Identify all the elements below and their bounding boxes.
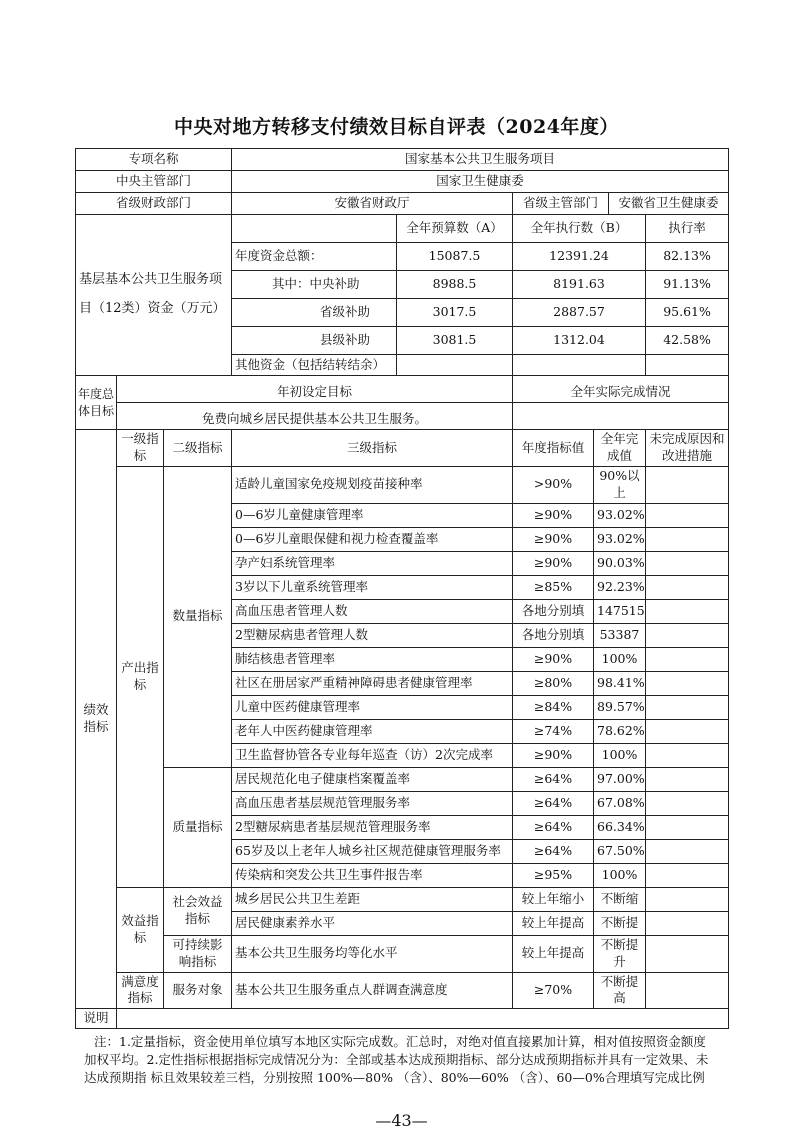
project-info-table bbox=[75, 148, 729, 376]
indicator-row bbox=[76, 467, 729, 504]
indicator-row bbox=[76, 767, 729, 791]
indicator-actual: 不断提升 bbox=[594, 935, 646, 972]
indicator-target: 较上年提高 bbox=[513, 911, 594, 935]
indicator-reason bbox=[646, 839, 729, 863]
level2-indicator: 质量指标 bbox=[164, 767, 232, 887]
indicator-actual: 147515 bbox=[594, 599, 646, 623]
indicator-target: ≥95% bbox=[513, 863, 594, 887]
indicator-reason bbox=[646, 575, 729, 599]
goals-content-row bbox=[76, 403, 729, 430]
indicator-target: ≥85% bbox=[513, 575, 594, 599]
indicator-name: 儿童中医药健康管理率 bbox=[232, 695, 513, 719]
funds-row-budget: 3081.5 bbox=[397, 327, 513, 355]
indicator-target: ≥84% bbox=[513, 695, 594, 719]
indicator-reason bbox=[646, 935, 729, 972]
indicator-actual: 不断提高 bbox=[594, 972, 646, 1009]
funds-row-name: 县级补助 bbox=[232, 327, 397, 355]
project-name-row bbox=[76, 149, 729, 171]
indicator-name: 老年人中医药健康管理率 bbox=[232, 719, 513, 743]
funds-row-budget: 3017.5 bbox=[397, 299, 513, 327]
indicator-target: 各地分别填 bbox=[513, 599, 594, 623]
central-dept-label: 中央主管部门 bbox=[76, 171, 232, 193]
funds-row-executed bbox=[513, 355, 646, 376]
indicator-row bbox=[76, 887, 729, 911]
indicator-reason bbox=[646, 972, 729, 1009]
goals-label: 年度总体目标 bbox=[76, 376, 117, 430]
funds-row-budget: 15087.5 bbox=[397, 243, 513, 271]
indicator-actual: 53387 bbox=[594, 623, 646, 647]
indicator-reason bbox=[646, 467, 729, 504]
indicator-name: 居民规范化电子健康档案覆盖率 bbox=[232, 767, 513, 791]
indicator-reason bbox=[646, 551, 729, 575]
indicator-reason bbox=[646, 647, 729, 671]
indicator-actual: 67.50% bbox=[594, 839, 646, 863]
funds-row-rate: 42.58% bbox=[646, 327, 729, 355]
funds-row-rate bbox=[646, 355, 729, 376]
indicator-name: 社区在册居家严重精神障碍患者健康管理率 bbox=[232, 671, 513, 695]
page-title: 中央对地方转移支付绩效目标自评表（2024年度） bbox=[174, 116, 619, 138]
funds-row-budget bbox=[397, 355, 513, 376]
indicator-target: ≥90% bbox=[513, 743, 594, 767]
indicator-name: 高血压患者基层规范管理服务率 bbox=[232, 791, 513, 815]
page-number: —43— bbox=[375, 1110, 428, 1130]
indicator-name: 2型糖尿病患者基层规范管理服务率 bbox=[232, 815, 513, 839]
prov-finance-label: 省级财政部门 bbox=[76, 193, 232, 215]
prov-dept-label: 省级主管部门 bbox=[513, 193, 609, 215]
prov-finance-value: 安徽省财政厅 bbox=[232, 193, 513, 215]
goals-actual-text bbox=[513, 403, 729, 430]
indicator-reason bbox=[646, 671, 729, 695]
indicator-actual: 90.03% bbox=[594, 551, 646, 575]
indicator-name: 适龄儿童国家免疫规划疫苗接种率 bbox=[232, 467, 513, 504]
footnote: 注：1.定量指标，资金使用单位填写本地区实际完成数。汇总时，对绝对值直接累加计算，相对值按照资金额度加权平均。2.定性指标根据指标完成情况分为：全部或基本达成预期指标、部分达成预期指标并具有一定效果、未达成预期指 标且效果较差三档，分别按照 100%—80% （含）、80%—60% （含）、60—0%合理填写完成比例 bbox=[84, 1034, 709, 1086]
indicator-actual: 100% bbox=[594, 647, 646, 671]
indicator-target: ≥74% bbox=[513, 719, 594, 743]
indicator-actual: 78.62% bbox=[594, 719, 646, 743]
indicator-target: ≥90% bbox=[513, 551, 594, 575]
indicator-name: 卫生监督协管各专业每年巡查（访）2次完成率 bbox=[232, 743, 513, 767]
indicator-target: ≥90% bbox=[513, 647, 594, 671]
indicator-target: ≥90% bbox=[513, 503, 594, 527]
indicator-actual: 89.57% bbox=[594, 695, 646, 719]
project-name-value: 国家基本公共卫生服务项目 bbox=[232, 149, 729, 171]
indicator-reason bbox=[646, 863, 729, 887]
indicators-header-0: 一级指标 bbox=[117, 430, 164, 467]
project-name-label: 专项名称 bbox=[76, 149, 232, 171]
prov-dept-value: 安徽省卫生健康委 bbox=[609, 193, 729, 215]
funds-row-name: 年度资金总额： bbox=[232, 243, 397, 271]
funds-label: 基层基本公共卫生服务项目（12类）资金（万元） bbox=[76, 215, 232, 376]
empty-cell bbox=[232, 215, 397, 243]
funds-row-executed: 12391.24 bbox=[513, 243, 646, 271]
remark-label: 说明 bbox=[76, 1009, 117, 1029]
indicator-name: 0—6岁儿童健康管理率 bbox=[232, 503, 513, 527]
indicator-target: 较上年提高 bbox=[513, 935, 594, 972]
indicator-name: 高血压患者管理人数 bbox=[232, 599, 513, 623]
indicator-actual: 92.23% bbox=[594, 575, 646, 599]
indicator-target: ≥64% bbox=[513, 791, 594, 815]
indicator-reason bbox=[646, 719, 729, 743]
indicator-target: ≥64% bbox=[513, 815, 594, 839]
level2-indicator: 社会效益指标 bbox=[164, 887, 232, 935]
indicator-actual: 不断提 bbox=[594, 911, 646, 935]
indicator-reason bbox=[646, 695, 729, 719]
indicator-row bbox=[76, 972, 729, 1009]
indicator-reason bbox=[646, 623, 729, 647]
indicators-header-row bbox=[76, 430, 729, 467]
funds-header-rate: 执行率 bbox=[646, 215, 729, 243]
indicators-header-4: 全年完成值 bbox=[594, 430, 646, 467]
funds-row-executed: 1312.04 bbox=[513, 327, 646, 355]
remark-content bbox=[117, 1009, 729, 1029]
indicator-actual: 67.08% bbox=[594, 791, 646, 815]
level1-indicator: 产出指标 bbox=[117, 467, 164, 888]
indicator-row bbox=[76, 935, 729, 972]
indicator-reason bbox=[646, 887, 729, 911]
funds-row-rate: 95.61% bbox=[646, 299, 729, 327]
funds-header-row bbox=[76, 215, 729, 243]
indicators-label: 绩效指标 bbox=[76, 430, 117, 1009]
indicator-target: ≥90% bbox=[513, 527, 594, 551]
level2-indicator: 数量指标 bbox=[164, 467, 232, 768]
funds-header-executed: 全年执行数（B） bbox=[513, 215, 646, 243]
form-sheet bbox=[75, 148, 728, 1132]
indicator-name: 肺结核患者管理率 bbox=[232, 647, 513, 671]
remark-row bbox=[76, 1009, 729, 1029]
indicator-actual: 100% bbox=[594, 743, 646, 767]
goals-table bbox=[75, 375, 729, 430]
indicator-actual: 93.02% bbox=[594, 503, 646, 527]
indicators-table bbox=[75, 429, 729, 1029]
indicator-name: 传染病和突发公共卫生事件报告率 bbox=[232, 863, 513, 887]
indicators-header-2: 三级指标 bbox=[232, 430, 513, 467]
indicator-target: 各地分别填 bbox=[513, 623, 594, 647]
level2-indicator: 可持续影响指标 bbox=[164, 935, 232, 972]
indicator-name: 城乡居民公共卫生差距 bbox=[232, 887, 513, 911]
indicator-actual: 90%以上 bbox=[594, 467, 646, 504]
indicator-target: ≥80% bbox=[513, 671, 594, 695]
funds-row-rate: 82.13% bbox=[646, 243, 729, 271]
funds-header-budget: 全年预算数（A） bbox=[397, 215, 513, 243]
indicator-name: 0—6岁儿童眼保健和视力检查覆盖率 bbox=[232, 527, 513, 551]
indicator-reason bbox=[646, 911, 729, 935]
indicators-header-3: 年度指标值 bbox=[513, 430, 594, 467]
indicator-reason bbox=[646, 767, 729, 791]
indicator-target: ≥64% bbox=[513, 767, 594, 791]
funds-row-rate: 91.13% bbox=[646, 271, 729, 299]
indicator-reason bbox=[646, 815, 729, 839]
indicator-name: 65岁及以上老年人城乡社区规范健康管理服务率 bbox=[232, 839, 513, 863]
indicator-target: ≥70% bbox=[513, 972, 594, 1009]
funds-row-budget: 8988.5 bbox=[397, 271, 513, 299]
indicator-reason bbox=[646, 527, 729, 551]
indicator-target: 较上年缩小 bbox=[513, 887, 594, 911]
goals-actual-header: 全年实际完成情况 bbox=[513, 376, 729, 403]
level1-indicator: 满意度指标 bbox=[117, 972, 164, 1009]
indicators-header-5: 未完成原因和改进措施 bbox=[646, 430, 729, 467]
central-dept-value: 国家卫生健康委 bbox=[232, 171, 729, 193]
indicator-name: 基本公共卫生服务均等化水平 bbox=[232, 935, 513, 972]
indicator-reason bbox=[646, 503, 729, 527]
indicator-actual: 93.02% bbox=[594, 527, 646, 551]
indicator-actual: 不断缩 bbox=[594, 887, 646, 911]
indicator-reason bbox=[646, 599, 729, 623]
level1-indicator: 效益指标 bbox=[117, 887, 164, 972]
indicator-name: 基本公共卫生服务重点人群调查满意度 bbox=[232, 972, 513, 1009]
prov-row bbox=[76, 193, 729, 215]
goals-set-text: 免费向城乡居民提供基本公共卫生服务。 bbox=[117, 403, 513, 430]
indicator-name: 3岁以下儿童系统管理率 bbox=[232, 575, 513, 599]
indicator-target: ≥64% bbox=[513, 839, 594, 863]
indicator-reason bbox=[646, 743, 729, 767]
indicator-name: 2型糖尿病患者管理人数 bbox=[232, 623, 513, 647]
goals-header-row bbox=[76, 376, 729, 403]
central-dept-row bbox=[76, 171, 729, 193]
funds-row-name: 其中：中央补助 bbox=[232, 271, 397, 299]
indicator-actual: 66.34% bbox=[594, 815, 646, 839]
indicator-actual: 98.41% bbox=[594, 671, 646, 695]
indicator-name: 孕产妇系统管理率 bbox=[232, 551, 513, 575]
funds-row-name: 省级补助 bbox=[232, 299, 397, 327]
funds-row-name: 其他资金（包括结转结余） bbox=[232, 355, 397, 376]
indicator-target: >90% bbox=[513, 467, 594, 504]
indicators-header-1: 二级指标 bbox=[164, 430, 232, 467]
indicator-reason bbox=[646, 791, 729, 815]
funds-row-executed: 8191.63 bbox=[513, 271, 646, 299]
indicator-name: 居民健康素养水平 bbox=[232, 911, 513, 935]
funds-row-executed: 2887.57 bbox=[513, 299, 646, 327]
indicator-actual: 97.00% bbox=[594, 767, 646, 791]
level2-indicator: 服务对象 bbox=[164, 972, 232, 1009]
indicator-actual: 100% bbox=[594, 863, 646, 887]
goals-set-header: 年初设定目标 bbox=[117, 376, 513, 403]
